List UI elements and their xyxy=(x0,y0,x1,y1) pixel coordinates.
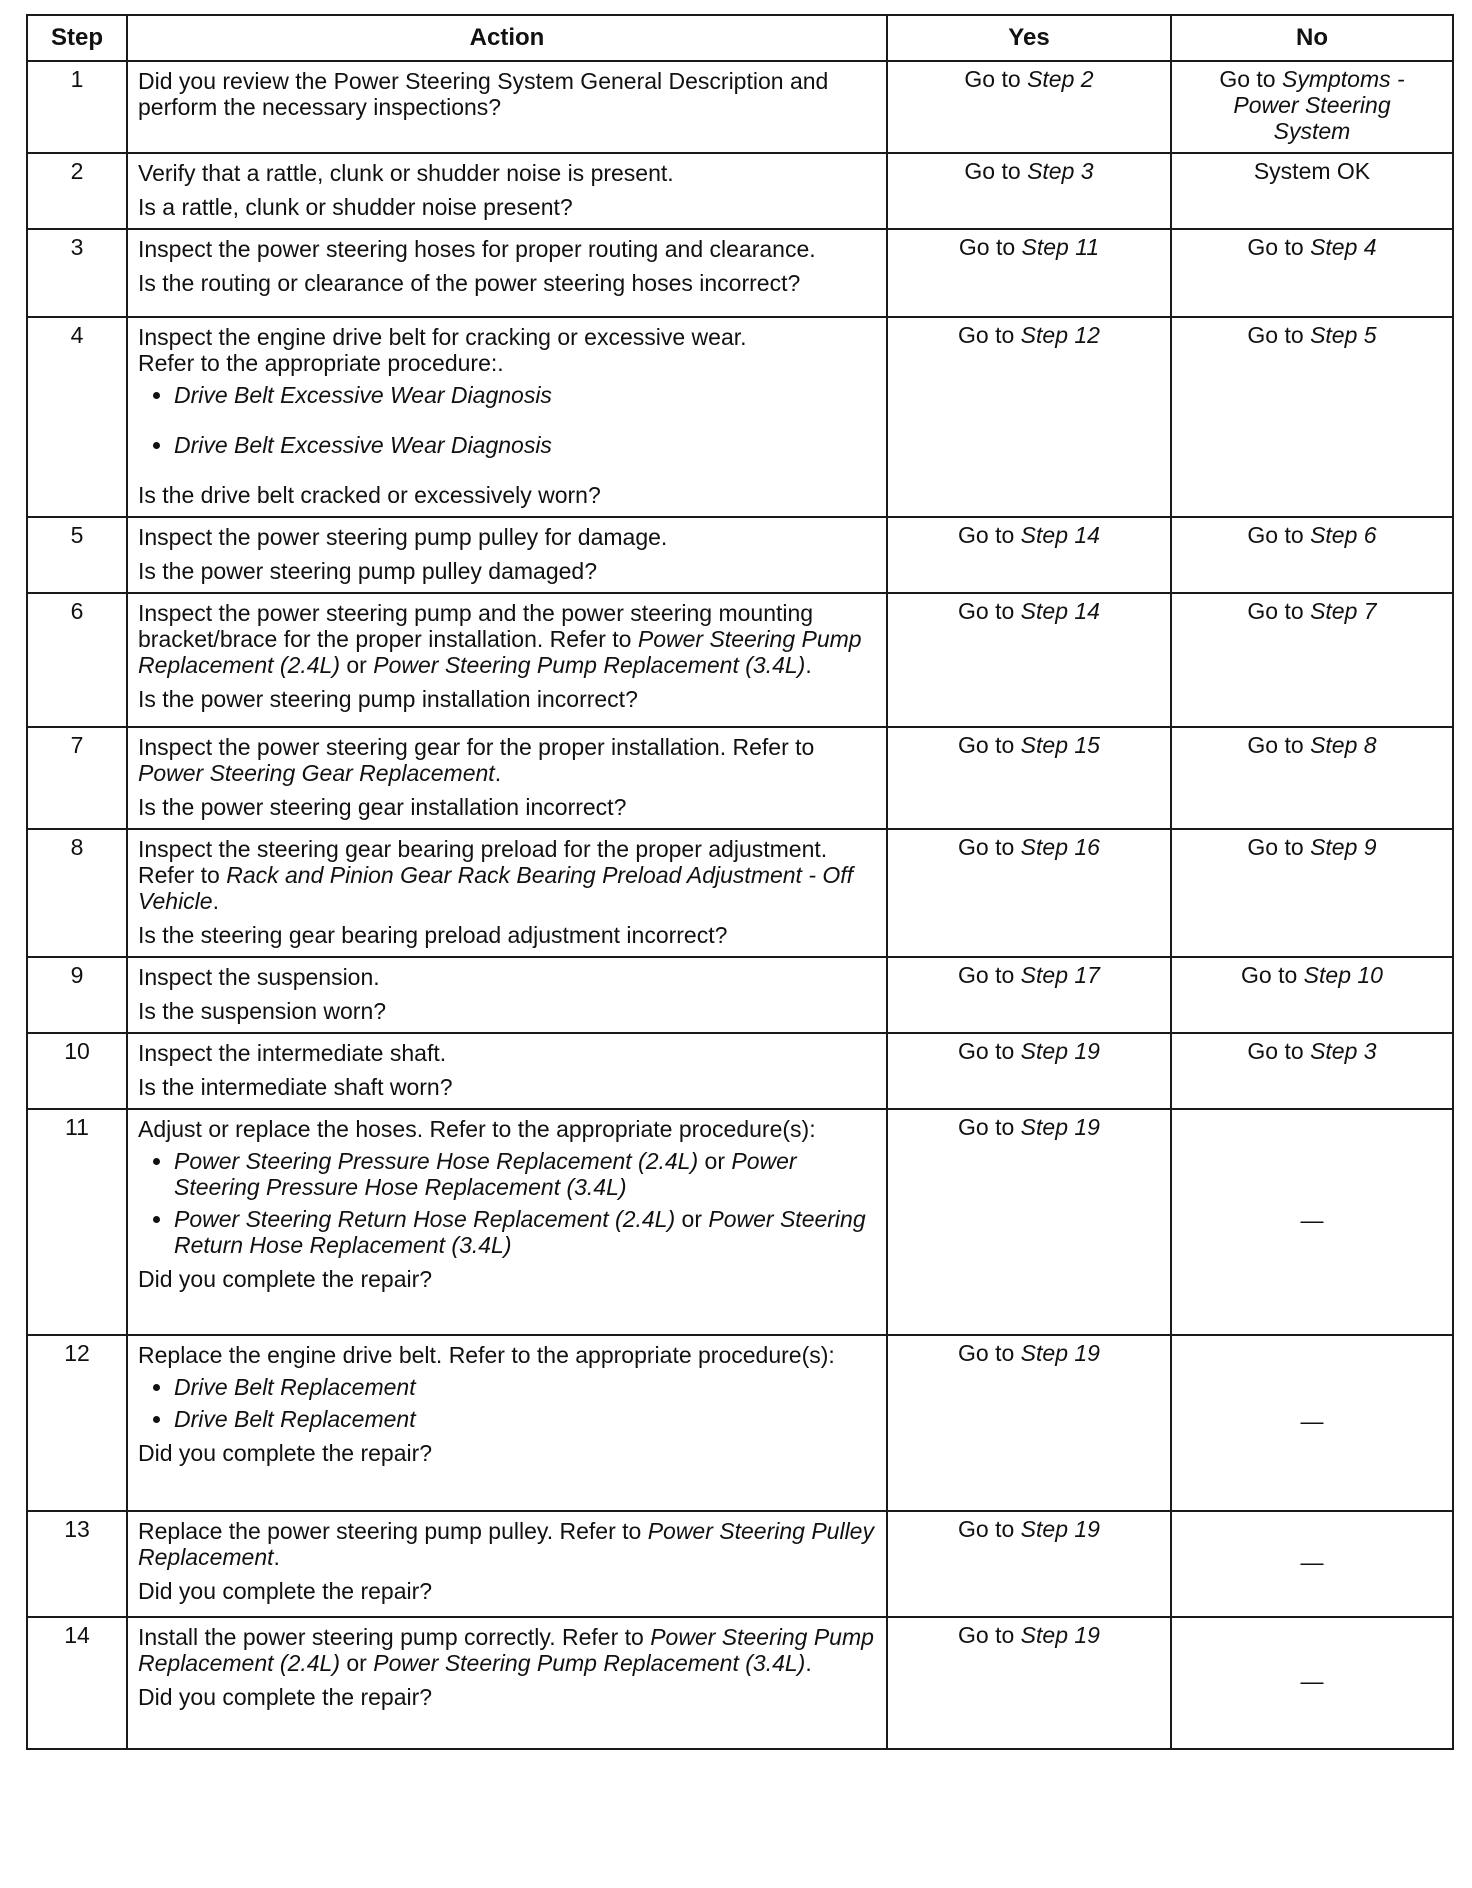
action-text-part: Install the power steering pump correctly. Refer to xyxy=(138,1624,644,1650)
table-row xyxy=(27,1511,1453,1617)
no-cell xyxy=(1171,517,1453,593)
not-applicable-dash: — xyxy=(1300,1668,1324,1694)
procedure-link[interactable]: Power Steering Pump Replacement (2.4L) xyxy=(138,1624,874,1676)
no-cell xyxy=(1171,1617,1453,1749)
goto-label: Go to xyxy=(1247,834,1304,860)
step-link[interactable]: Step 7 xyxy=(1310,598,1377,624)
result-text: System OK xyxy=(1253,158,1371,184)
table-row xyxy=(27,229,1453,317)
table-row xyxy=(27,593,1453,727)
step-link[interactable]: Step 14 xyxy=(1020,598,1100,624)
step-link[interactable]: Step 3 xyxy=(1027,158,1094,184)
action-cell xyxy=(127,317,887,517)
table-row xyxy=(27,61,1453,153)
step-number: 10 xyxy=(27,1033,127,1109)
procedure-link[interactable]: • Drive Belt Replacement xyxy=(174,1406,876,1432)
procedure-link[interactable]: Power Steering Return Hose Replacement (2.4L) xyxy=(174,1206,676,1232)
goto-label: Go to xyxy=(958,1038,1015,1064)
header-step: Step xyxy=(27,15,127,61)
table-row xyxy=(27,957,1453,1033)
goto-label: Go to xyxy=(958,522,1015,548)
action-question: Is the drive belt cracked or excessively worn? xyxy=(138,482,601,508)
not-applicable-dash: — xyxy=(1300,1207,1324,1233)
action-question: Is the power steering pump pulley damaged? xyxy=(138,558,598,584)
action-text xyxy=(138,1518,876,1570)
goto-label: Go to xyxy=(958,732,1015,758)
step-link[interactable]: Step 15 xyxy=(1020,732,1100,758)
step-link[interactable]: Step 19 xyxy=(1020,1516,1100,1542)
step-link[interactable]: Step 5 xyxy=(1310,322,1377,348)
procedure-link[interactable]: Symptoms - xyxy=(1281,66,1405,92)
action-text: Did you review the Power Steering System General Description and perform the necessary inspections? xyxy=(138,68,829,120)
step-number: 7 xyxy=(27,727,127,829)
step-number: 2 xyxy=(27,153,127,229)
step-link[interactable]: Step 3 xyxy=(1310,1038,1377,1064)
period-text: . xyxy=(805,1650,812,1676)
action-text: Inspect the power steering hoses for proper routing and clearance. xyxy=(138,236,816,262)
action-question: Did you complete the repair? xyxy=(138,1440,433,1466)
yes-cell xyxy=(887,1033,1171,1109)
step-number: 9 xyxy=(27,957,127,1033)
step-link[interactable]: Step 10 xyxy=(1303,962,1383,988)
procedure-link[interactable]: Power Steering xyxy=(1233,92,1391,118)
table-row xyxy=(27,153,1453,229)
no-cell xyxy=(1171,229,1453,317)
action-cell xyxy=(127,1109,887,1335)
action-text: Inspect the power steering pump pulley for damage. xyxy=(138,524,668,550)
step-number: 12 xyxy=(27,1335,127,1511)
procedure-link[interactable]: • Drive Belt Excessive Wear Diagnosis xyxy=(174,382,876,408)
procedure-link[interactable]: Power Steering Pressure Hose Replacement (3.4L) xyxy=(174,1148,797,1200)
step-link[interactable]: Step 19 xyxy=(1020,1038,1100,1064)
action-cell xyxy=(127,957,887,1033)
step-link[interactable]: Step 16 xyxy=(1020,834,1100,860)
action-text: Verify that a rattle, clunk or shudder noise is present. xyxy=(138,160,674,186)
period-text: . xyxy=(494,760,502,786)
header-action: Action xyxy=(127,15,887,61)
action-text xyxy=(138,1624,876,1676)
action-text xyxy=(138,836,876,914)
procedure-link[interactable]: • Drive Belt Excessive Wear Diagnosis xyxy=(174,432,876,458)
action-question: Is the routing or clearance of the power steering hoses incorrect? xyxy=(138,270,801,296)
step-link[interactable]: Step 8 xyxy=(1310,732,1377,758)
action-cell xyxy=(127,61,887,153)
action-cell xyxy=(127,1033,887,1109)
step-link[interactable]: Step 19 xyxy=(1020,1622,1100,1648)
table-row xyxy=(27,829,1453,957)
action-question: Is the steering gear bearing preload adjustment incorrect? xyxy=(138,922,728,948)
yes-cell xyxy=(887,1335,1171,1511)
header-no: No xyxy=(1171,15,1453,61)
procedure-link[interactable]: Power Steering Pressure Hose Replacement (2.4L) xyxy=(174,1148,699,1174)
or-text: or xyxy=(346,652,367,678)
action-text xyxy=(138,734,876,786)
procedure-link[interactable]: Power Steering Return Hose Replacement (3.4L) xyxy=(174,1206,866,1258)
procedure-link[interactable]: Rack and Pinion Gear Rack Bearing Preload Adjustment - Off Vehicle xyxy=(138,862,854,914)
procedure-link[interactable]: Power Steering Pump Replacement (3.4L) xyxy=(373,1650,806,1676)
action-question: Did you complete the repair? xyxy=(138,1578,433,1604)
action-question: Is a rattle, clunk or shudder noise present? xyxy=(138,194,573,220)
step-link[interactable]: Step 19 xyxy=(1020,1340,1100,1366)
period-text: . xyxy=(273,1544,280,1570)
yes-cell xyxy=(887,829,1171,957)
procedure-link[interactable]: Power Steering Pulley Replacement xyxy=(138,1518,874,1570)
procedure-link[interactable]: Power Steering Pump Replacement (2.4L) xyxy=(138,626,862,678)
step-number: 14 xyxy=(27,1617,127,1749)
action-cell xyxy=(127,1511,887,1617)
action-question: Is the intermediate shaft worn? xyxy=(138,1074,453,1100)
step-number: 4 xyxy=(27,317,127,517)
step-number: 5 xyxy=(27,517,127,593)
header-yes: Yes xyxy=(887,15,1171,61)
table-row xyxy=(27,1033,1453,1109)
action-text: Inspect the engine drive belt for cracking or excessive wear. xyxy=(138,324,747,350)
no-cell xyxy=(1171,153,1453,229)
procedure-list xyxy=(138,1148,876,1258)
action-question: Is the power steering pump installation incorrect? xyxy=(138,686,638,712)
goto-label: Go to xyxy=(1219,66,1276,92)
action-cell xyxy=(127,1617,887,1749)
action-text: Refer to the appropriate procedure:. xyxy=(138,350,504,376)
step-number: 6 xyxy=(27,593,127,727)
action-text-part: Inspect the steering gear bearing preload for the proper adjustment. Refer to xyxy=(138,836,828,888)
action-cell xyxy=(127,829,887,957)
goto-label: Go to xyxy=(958,322,1015,348)
goto-label: Go to xyxy=(958,834,1015,860)
step-link[interactable]: Step 12 xyxy=(1020,322,1100,348)
action-text: Inspect the intermediate shaft. xyxy=(138,1040,447,1066)
not-applicable-dash: — xyxy=(1300,1549,1324,1575)
procedure-list xyxy=(138,382,876,458)
no-cell xyxy=(1171,1033,1453,1109)
goto-label: Go to xyxy=(958,1622,1015,1648)
goto-label: Go to xyxy=(1247,598,1304,624)
goto-label: Go to xyxy=(958,1340,1015,1366)
yes-cell xyxy=(887,727,1171,829)
yes-cell xyxy=(887,593,1171,727)
step-link[interactable]: Step 6 xyxy=(1310,522,1377,548)
yes-cell xyxy=(887,1109,1171,1335)
goto-label: Go to xyxy=(964,158,1021,184)
no-cell xyxy=(1171,1511,1453,1617)
or-text: or xyxy=(346,1650,367,1676)
goto-label: Go to xyxy=(1247,522,1304,548)
procedure-link[interactable]: • Drive Belt Replacement xyxy=(174,1374,876,1400)
procedure-link[interactable]: Power Steering Pump Replacement (3.4L) xyxy=(373,652,806,678)
period-text: . xyxy=(805,652,812,678)
action-text xyxy=(138,600,876,678)
goto-label: Go to xyxy=(958,598,1015,624)
step-link[interactable]: Step 2 xyxy=(1027,66,1094,92)
step-link[interactable]: Step 19 xyxy=(1020,1114,1100,1140)
step-link[interactable]: Step 14 xyxy=(1020,522,1100,548)
action-question: Is the power steering gear installation incorrect? xyxy=(138,794,627,820)
no-cell xyxy=(1171,829,1453,957)
action-text: Replace the engine drive belt. Refer to the appropriate procedure(s): xyxy=(138,1342,835,1368)
goto-label: Go to xyxy=(958,1114,1015,1140)
diagnostic-table xyxy=(26,14,1454,1750)
yes-cell xyxy=(887,517,1171,593)
list-item xyxy=(174,1148,876,1200)
action-question: Is the suspension worn? xyxy=(138,998,387,1024)
or-text: or xyxy=(704,1148,725,1174)
action-cell xyxy=(127,727,887,829)
action-question: Did you complete the repair? xyxy=(138,1266,433,1292)
action-text-part: Replace the power steering pump pulley. Refer to xyxy=(138,1518,642,1544)
step-link[interactable]: Step 9 xyxy=(1310,834,1377,860)
table-row xyxy=(27,1109,1453,1335)
yes-cell xyxy=(887,957,1171,1033)
action-cell xyxy=(127,593,887,727)
step-number: 13 xyxy=(27,1511,127,1617)
table-row xyxy=(27,1617,1453,1749)
goto-label: Go to xyxy=(1247,1038,1304,1064)
no-cell xyxy=(1171,957,1453,1033)
action-text: Inspect the suspension. xyxy=(138,964,380,990)
action-question: Did you complete the repair? xyxy=(138,1684,433,1710)
goto-label: Go to xyxy=(1247,234,1304,260)
table-row xyxy=(27,317,1453,517)
step-number: 3 xyxy=(27,229,127,317)
goto-label: Go to xyxy=(1241,962,1298,988)
table-row xyxy=(27,517,1453,593)
yes-cell xyxy=(887,229,1171,317)
yes-cell xyxy=(887,1617,1171,1749)
goto-label: Go to xyxy=(958,1516,1015,1542)
action-cell xyxy=(127,517,887,593)
no-cell xyxy=(1171,1335,1453,1511)
or-text: or xyxy=(681,1206,702,1232)
action-cell xyxy=(127,1335,887,1511)
list-item xyxy=(174,1206,876,1258)
action-text-part: Inspect the power steering pump and the power steering mounting bracket/brace for the proper installation. Refer to xyxy=(138,600,814,652)
step-number: 11 xyxy=(27,1109,127,1335)
action-text-part: Inspect the power steering gear for the proper installation. Refer to xyxy=(138,734,815,760)
action-text: Adjust or replace the hoses. Refer to the appropriate procedure(s): xyxy=(138,1116,816,1142)
step-number: 1 xyxy=(27,61,127,153)
goto-label: Go to xyxy=(1247,732,1304,758)
procedure-list xyxy=(138,1374,876,1432)
not-applicable-dash: — xyxy=(1300,1408,1324,1434)
step-link[interactable]: Step 11 xyxy=(1021,234,1100,260)
procedure-link[interactable]: System xyxy=(1273,118,1351,144)
action-cell xyxy=(127,229,887,317)
action-cell xyxy=(127,153,887,229)
yes-cell xyxy=(887,61,1171,153)
goto-label: Go to xyxy=(958,234,1016,260)
no-cell xyxy=(1171,727,1453,829)
period-text: . xyxy=(212,888,219,914)
step-link[interactable]: Step 4 xyxy=(1310,234,1377,260)
goto-label: Go to xyxy=(958,962,1015,988)
yes-cell xyxy=(887,317,1171,517)
step-number: 8 xyxy=(27,829,127,957)
no-cell xyxy=(1171,61,1453,153)
procedure-link[interactable]: Power Steering Gear Replacement xyxy=(138,760,495,786)
header-row xyxy=(27,15,1453,61)
step-link[interactable]: Step 17 xyxy=(1020,962,1100,988)
no-cell xyxy=(1171,593,1453,727)
no-cell xyxy=(1171,1109,1453,1335)
yes-cell xyxy=(887,1511,1171,1617)
table-row xyxy=(27,1335,1453,1511)
goto-label: Go to xyxy=(1247,322,1304,348)
no-cell xyxy=(1171,317,1453,517)
table-row xyxy=(27,727,1453,829)
goto-label: Go to xyxy=(964,66,1021,92)
yes-cell xyxy=(887,153,1171,229)
